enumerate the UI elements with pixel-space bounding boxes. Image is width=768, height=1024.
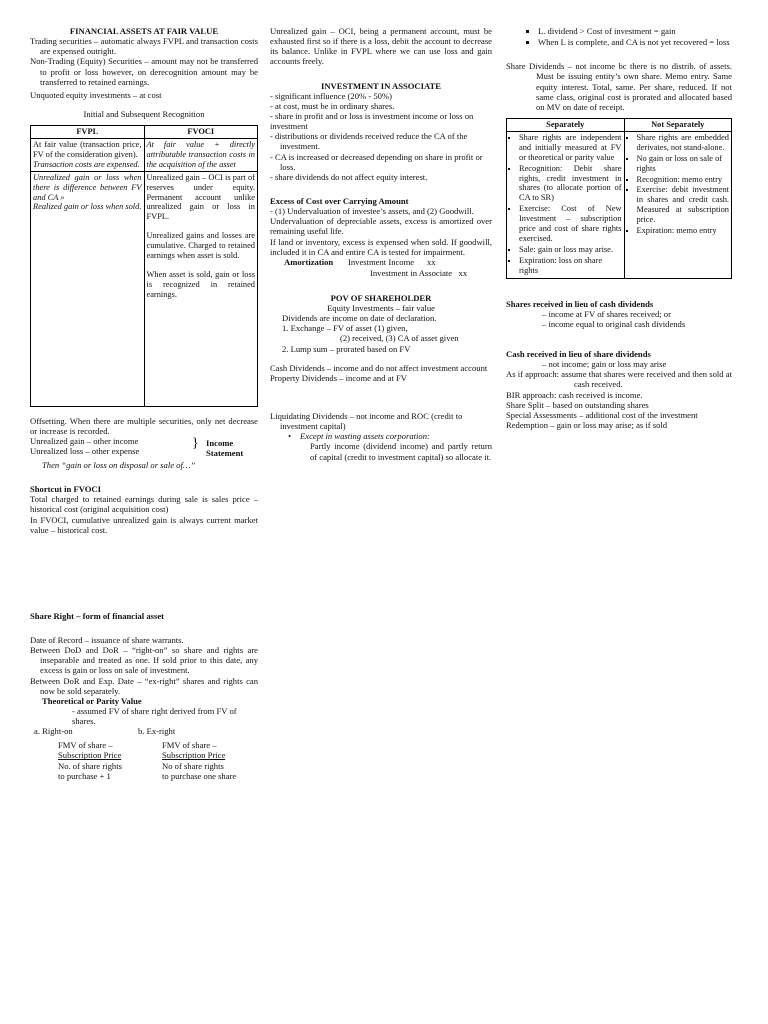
- formula-ex-right: [162, 740, 236, 781]
- fvoci-initial-cell: [144, 139, 258, 172]
- wasting-assets-desc: Partly income (dividend income) and partly return of capital (credit to investment capital) so allocate it.: [310, 441, 492, 462]
- amortization-label: Amortization: [284, 256, 334, 267]
- formula-b-line-3: No of share rights: [162, 760, 224, 771]
- table-header-fvpl: FVPL: [31, 126, 145, 139]
- fvpl-realized-text: Realized gain or loss when sold.: [33, 202, 142, 212]
- as-if-approach-text: As if approach: assume that shares were received and then sold at cash received.: [506, 369, 732, 390]
- redemption-text: Redemption – gain or loss may arise; as if sold: [506, 419, 668, 430]
- fvoci-initial-text: At fair value + directly attributable transaction costs in the acquisition of the asset: [146, 140, 255, 169]
- fvoci-oci-text: Unrealized gain – OCI is part of reserves under equity. Permanent account unlike unrealized gain or loss in FVPL.: [146, 172, 255, 222]
- formula-a-line-3: No. of share rights: [58, 760, 122, 771]
- formula-b-line-2: Subscription Price: [162, 750, 226, 761]
- fvpl-unrealized-text: Unrealized gain or loss when there is difference between FV and CA »: [33, 172, 142, 202]
- formula-b-line-1: FMV of share –: [162, 740, 217, 751]
- wasting-assets-label: Except in wasting assets corporation:: [300, 431, 430, 442]
- separately-item-2: ▪ Recognition: Debit share rights, credit investment in shares (to allocate portion of CA to SR): [519, 164, 622, 204]
- date-of-record-text: Date of Record – issuance of share warrants.: [30, 635, 184, 646]
- section-title-shareholder: POV OF SHAREHOLDER: [330, 292, 432, 303]
- separately-item-4: ▪ Sale: gain or loss may arise.: [519, 245, 622, 255]
- excess-item-1: - (1) Undervaluation of investee’s assets, and (2) Goodwill.: [270, 206, 474, 217]
- wasting-assets-text: [270, 431, 492, 441]
- column-right: [506, 26, 732, 430]
- fvoci-sold-text: When asset is sold, gain or loss is recognized in retained earnings.: [146, 270, 255, 299]
- unrealized-loss-text: Unrealized loss – other expense: [30, 446, 140, 457]
- separately-item-1: ▪ Share rights are independent and initially measured at FV or theoretical or parity value: [519, 133, 622, 163]
- formula-b-line-4: to purchase one share: [162, 770, 237, 781]
- table-header-fvoci: FVOCI: [144, 126, 258, 139]
- unrealized-gain-text: Unrealized gain – other income: [30, 436, 139, 447]
- then-gain-loss-text: Then “gain or loss on disposal or sale of…”: [42, 460, 196, 471]
- lieu-cash-title: Shares received in lieu of cash dividends: [506, 298, 654, 309]
- amortization-entry: [270, 257, 492, 279]
- brace-icon: }: [192, 436, 199, 452]
- amortization-credit: Investment in Associate xx: [370, 267, 468, 278]
- shortcut-text-2: In FVOCI, cumulative unrealized gain is always current market value – historical cost.: [30, 514, 258, 535]
- separately-item-3: ▪ Exercise: Cost of New Investment – subscription price and cost of share rights exercised.: [519, 204, 622, 244]
- property-dividends-text: Property Dividends – income and at FV: [270, 372, 408, 383]
- column-middle: [270, 26, 492, 462]
- cash-dividends-text: Cash Dividends – income and do not affect investment account: [270, 362, 488, 373]
- formula-a-line-2: Subscription Price: [58, 750, 122, 761]
- ex-right-label: b. Ex-right: [138, 726, 176, 737]
- dod-dor-text: Between DoD and DoR – “right-on” so share and rights are inseparable and treated as one. If sold prior to this date, any excess is gain or loss on sale of investment.: [30, 645, 258, 676]
- pov-item-3: 1. Exchange – FV of asset (1) given,: [282, 323, 408, 334]
- bir-approach-text: BIR approach: cash received is income.: [506, 389, 643, 400]
- fvpl-fvoci-table: [30, 125, 258, 407]
- not-separately-item-3: ▪ Recognition: memo entry: [637, 175, 730, 185]
- theoretical-value-desc: - assumed FV of share right derived from FV of shares.: [72, 706, 237, 727]
- fvoci-cumulative-text: Unrealized gains and losses are cumulative. Charged to retained earnings when asset is sold.: [146, 231, 255, 261]
- separately-cell: [507, 131, 625, 278]
- special-assessments-text: Special Assessments – additional cost of the investment: [506, 409, 698, 420]
- table-header-separately: Separately: [507, 118, 625, 131]
- excess-item-2: Undervaluation of depreciable assets, excess is amortized over remaining useful life.: [270, 216, 492, 237]
- fvpl-subsequent-cell: [31, 171, 145, 406]
- offsetting-text: Offsetting. When there are multiple securities, only net decrease or increase is recorded.: [30, 415, 258, 436]
- dor-exp-text: Between DoR and Exp. Date – “ex-right” shares and rights can now be sold separately.: [30, 675, 258, 696]
- pov-item-2: Dividends are income on date of declaration.: [282, 313, 437, 324]
- associate-item-3: - share in profit and or loss is investment income or loss on investment: [270, 110, 474, 132]
- not-separately-cell: [624, 131, 732, 278]
- pov-item-1: Equity Investments – fair value: [327, 302, 435, 313]
- shortcut-title: Shortcut in FVOCI: [30, 484, 101, 495]
- fvpl-initial-text: At fair value (transaction price, FV of the consideration given).: [33, 140, 142, 159]
- formula-a-line-4: to purchase + 1: [58, 770, 111, 781]
- formula-group: [30, 726, 258, 790]
- fvoci-subsequent-cell: [144, 171, 258, 406]
- income-statement-group: [30, 436, 258, 460]
- liquidating-bullets: [506, 26, 732, 47]
- associate-item-5: - CA is increased or decreased depending on share in profit or loss.: [270, 151, 483, 172]
- unquoted-equity-text: Unquoted equity investments – at cost: [30, 89, 162, 100]
- not-separately-item-1: ▪ Share rights are embedded derivates, not stand-alone.: [637, 133, 730, 153]
- share-dividends-text: Share Dividends – not income bc there is no distrib. of assets. Must be issuing entity’s own share. Memo entry. Same equity interest. Total, same. Per share, reduced. If not same class, original cost is prorated and allocated based on MV on date of receipt.: [506, 61, 732, 112]
- right-on-label: a. Right-on: [34, 726, 73, 737]
- excess-title: Excess of Cost over Carrying Amount: [270, 195, 409, 206]
- amortization-debit: Investment Income xx: [348, 256, 436, 267]
- associate-item-1: - significant influence (20% - 50%): [270, 90, 392, 101]
- shortcut-text-1: Total charged to retained earnings during sale is sales price – historical cost (original acquisition cost): [30, 494, 258, 515]
- associate-item-2: - at cost, must be in ordinary shares.: [270, 100, 395, 111]
- liquidating-bullet-1: ▪ L. dividend > Cost of investment = gain: [538, 26, 732, 36]
- share-rights-table: [506, 118, 732, 279]
- pov-item-5: 2. Lump sum – prorated based on FV: [282, 343, 411, 354]
- lieu-share-item-1: – not income; gain or loss may arise: [542, 359, 667, 370]
- share-split-text: Share Split – based on outstanding shares: [506, 399, 649, 410]
- income-statement-label: Income Statement: [206, 438, 244, 459]
- liquidating-dividends-text: Liquidating Dividends – not income and ROC (credit to investment capital): [270, 410, 463, 432]
- not-separately-item-2: ▪ No gain or loss on sale of rights: [637, 154, 730, 174]
- pov-item-4: (2) received, (3) CA of asset given: [340, 333, 459, 344]
- nontrading-securities-text: Non-Trading (Equity) Securities – amount may not be transferred to profit or loss however, on derecognition amount may be transferred to retained earnings.: [30, 56, 258, 87]
- recognition-heading: Initial and Subsequent Recognition: [83, 108, 205, 119]
- lieu-cash-item-1: – income at FV of shares received; or: [542, 308, 671, 319]
- not-separately-item-5: ▪ Expiration: memo entry: [637, 226, 730, 236]
- trading-securities-text: Trading securities – automatic always FVPL and transaction costs are expensed outright.: [30, 36, 258, 57]
- formula-right-on: [58, 740, 122, 781]
- excess-item-3: If land or inventory, excess is expensed when sold. If goodwill, included it in CA and entire CA is tested for impairment.: [270, 236, 492, 257]
- bullet-icon: •: [288, 431, 292, 442]
- section-title-associate: INVESTMENT IN ASSOCIATE: [320, 80, 442, 91]
- share-right-heading: Share Right – form of financial asset: [30, 610, 164, 621]
- fvpl-transaction-costs: Transaction costs are expensed.: [33, 159, 140, 169]
- associate-item-4: - distributions or dividends received reduce the CA of the investment.: [270, 131, 468, 152]
- lieu-share-title: Cash received in lieu of share dividends: [506, 349, 651, 359]
- separately-item-5: ▪ Expiration: loss on share rights: [519, 256, 622, 276]
- oci-intro-text: Unrealized gain – OCI, being a permanent account, must be exhausted first so if there is a loss, debit the account to decrease its balance. Unlike in FVPL where we can use loss and gain accounts freely.: [270, 26, 492, 67]
- theoretical-value-title: Theoretical or Parity Value: [42, 695, 142, 706]
- liquidating-bullet-2: ▪ When L is complete, and CA is not yet recovered = loss: [538, 37, 732, 47]
- formula-a-line-1: FMV of share –: [58, 740, 113, 751]
- not-separately-item-4: ▪ Exercise: debit investment in shares and credit cash. Measured at subscription price.: [637, 185, 730, 225]
- fvpl-initial-cell: [31, 139, 145, 172]
- column-left: [30, 26, 258, 790]
- associate-item-6: - share dividends do not affect equity interest.: [270, 171, 428, 182]
- section-title-fair-value: FINANCIAL ASSETS AT FAIR VALUE: [69, 26, 219, 36]
- lieu-cash-item-2: – income equal to original cash dividends: [542, 318, 686, 329]
- table-header-not-separately: Not Separately: [624, 118, 732, 131]
